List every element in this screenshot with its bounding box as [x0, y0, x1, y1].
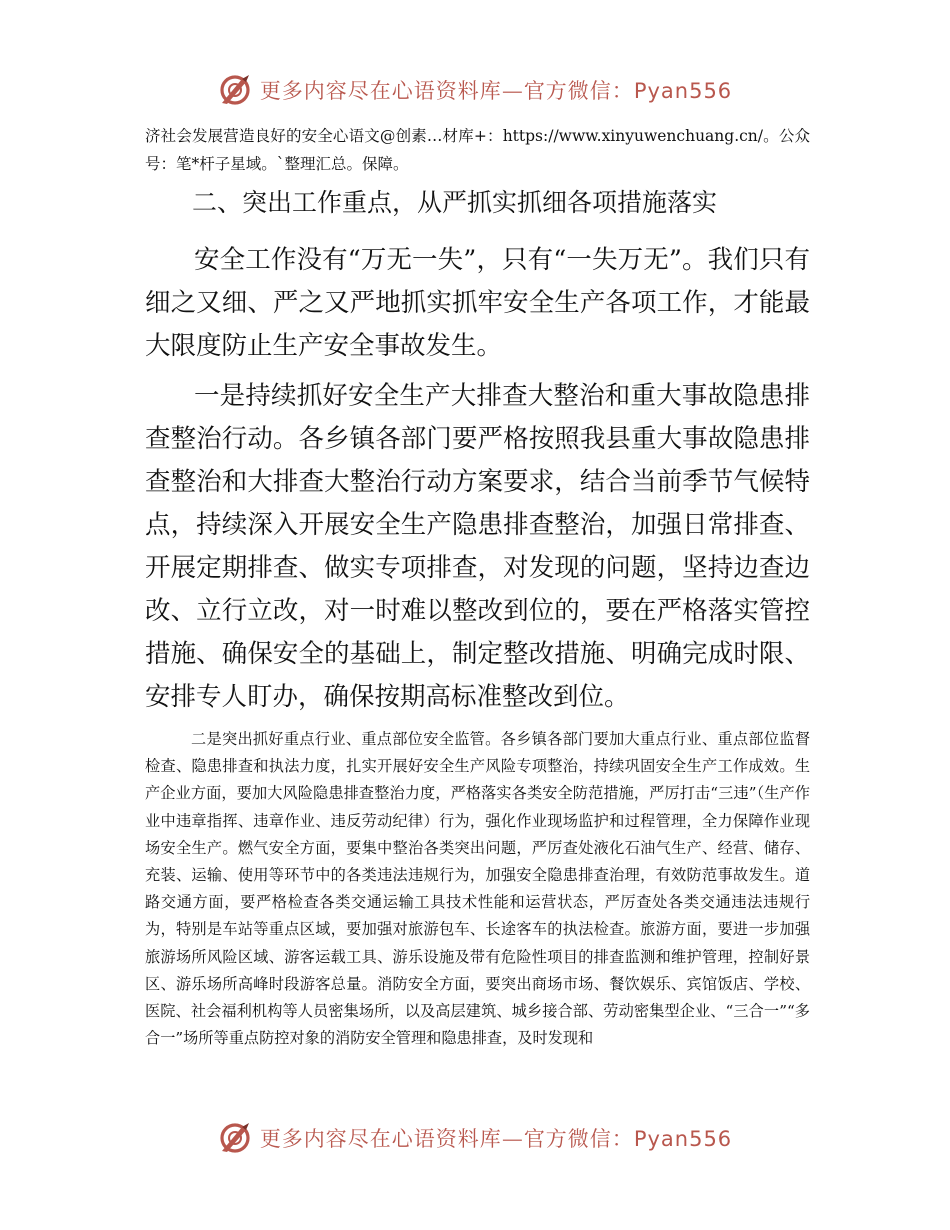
- banner-wechat-label: 官方微信：: [523, 1127, 634, 1151]
- quill-logo-icon: [218, 73, 252, 107]
- carryover-paragraph: 济社会发展营造良好的安全心语文@创素…材库+：https://www.xinyuwenchuang.cn/。公众号：笔*杆子星域。`整理汇总。保障。: [145, 127, 810, 173]
- banner-dash: —: [501, 1127, 524, 1151]
- paragraph-point-one: 一是持续抓好安全生产大排查大整治和重大事故隐患排查整治行动。各乡镇各部门要严格按照我县重大事故隐患排查整治和大排查大整治行动方案要求，结合当前季节气候特点，持续深入开展安全生产隐患排查整治，加强日常排查、开展定期排查、做实专项排查，对发现的问题，坚持边查边改、立行立改，对一时难以整改到位的，要在严格落实管控措施、确保安全的基础上，制定整改措施、明确完成时限、安排专人盯办，确保按期高标准整改到位。: [145, 381, 810, 712]
- header-banner: [0, 70, 950, 110]
- banner-main-text: 更多内容尽在心语资料库: [259, 1127, 502, 1151]
- quill-logo-icon: [218, 1121, 252, 1155]
- banner-wechat-id: Pyan556: [633, 1127, 733, 1151]
- banner-wechat-label: 官方微信：: [523, 79, 634, 103]
- paragraph-intro: 安全工作没有“万无一失”，只有“一失万无”。我们只有细之又细、严之又严地抓实抓牢安全生产各项工作，才能最大限度防止生产安全事故发生。: [145, 245, 810, 361]
- banner-wechat-id: Pyan556: [633, 79, 733, 103]
- banner-main-text: 更多内容尽在心语资料库: [259, 79, 502, 103]
- paragraph-point-two: 二是突出抓好重点行业、重点部位安全监管。各乡镇各部门要加大重点行业、重点部位监督检查、隐患排查和执法力度，扎实开展好安全生产风险专项整治，持续巩固安全生产工作成效。生产企业方面，要加大风险隐患排查整治力度，严格落实各类安全防范措施，严厉打击“三违”（生产作业中违章指挥、违章作业、违反劳动纪律）行为，强化作业现场监护和过程管理，全力保障作业现场安全生产。燃气安全方面，要集中整治各类突出问题，严厉查处液化石油气生产、经营、储存、充装、运输、使用等环节中的各类违法违规行为，加强安全隐患排查治理，有效防范事故发生。道路交通方面，要严格检查各类交通运输工具技术性能和运营状态，严厉查处各类交通违法违规行为，特别是车站等重点区域，要加强对旅游包车、长途客车的执法检查。旅游方面，要进一步加强旅游场所风险区域、游客运载工具、游乐设施及带有危险性项目的排查监测和维护管理，控制好景区、游乐场所高峰时段游客总量。消防安全方面，要突出商场市场、餐饮娱乐、宾馆饭店、学校、医院、社会福利机构等人员密集场所，以及高层建筑、城乡接合部、劳动密集型企业、“三合一”“多合一”场所等重点防控对象的消防安全管理和隐患排查，及时发现和: [145, 730, 810, 1048]
- footer-banner: [0, 1118, 950, 1158]
- banner-dash: —: [501, 79, 524, 103]
- section-heading: 二、突出工作重点，从严抓实抓细各项措施落实: [192, 188, 718, 217]
